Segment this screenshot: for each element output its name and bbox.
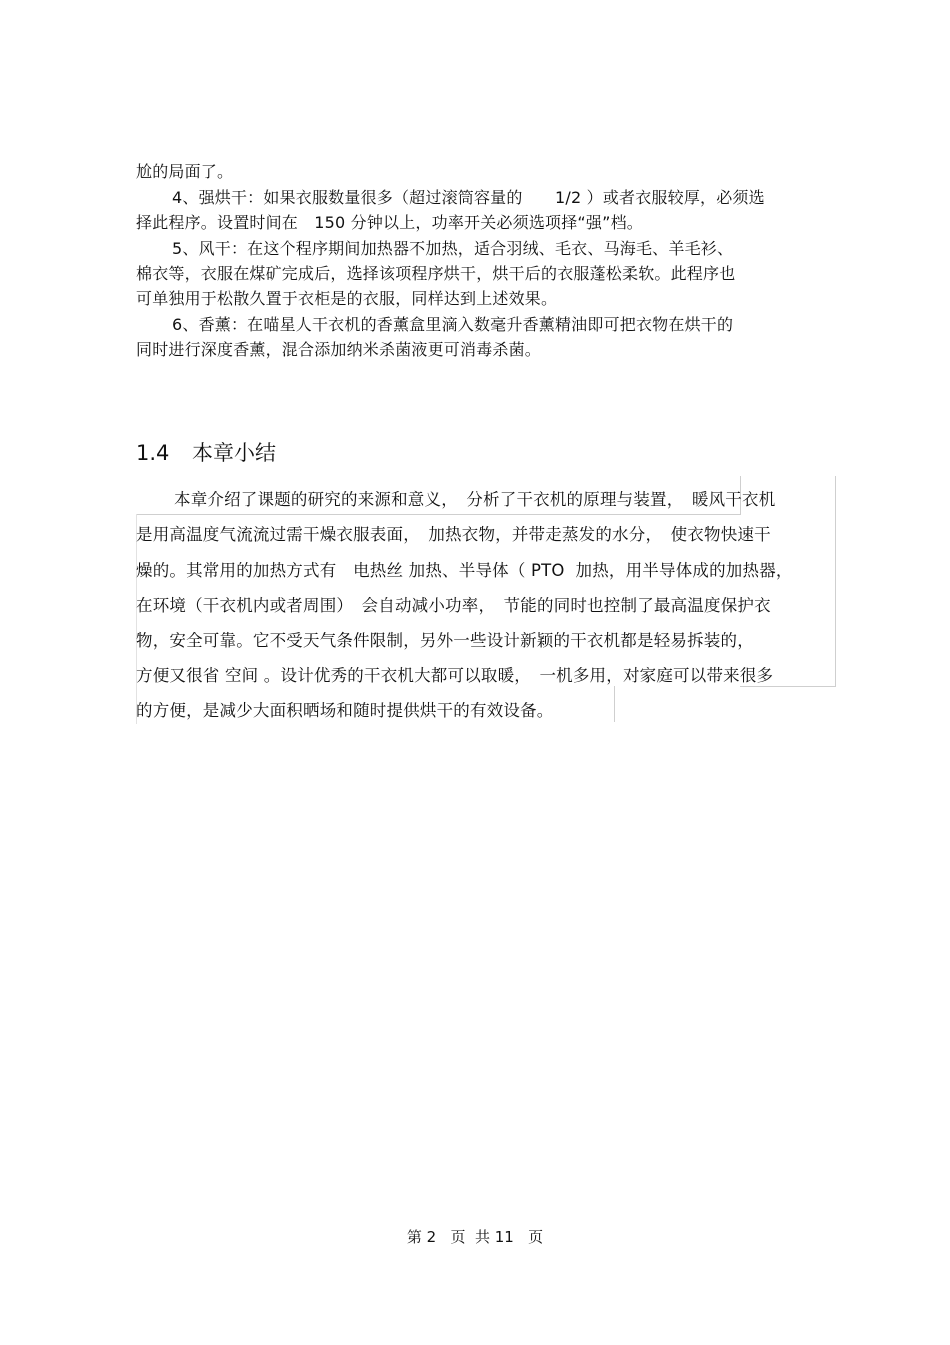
text-line: 棉衣等，衣服在煤矿完成后，选择该项程序烘干，烘干后的衣服蓬松柔软。此程序也 (136, 264, 736, 283)
text-line: 可单独用于松散久置于衣柜是的衣服，同样达到上述效果。 (136, 289, 558, 308)
text-line: 5、风干：在这个程序期间加热器不加热，适合羽绒、毛衣、马海毛、羊毛衫、 (172, 239, 734, 258)
text-line: 本章介绍了课题的研究的来源和意义， 分析了干衣机的原理与装置， 暖风干衣机 (174, 490, 776, 509)
text-line: 是用高温度气流流过需干燥衣服表面， 加热衣物，并带走蒸发的水分， 使衣物快速干 (136, 525, 771, 544)
text-line: 择此程序。设置时间在 150 分钟以上，功率开关必须选项择“强”档。 (136, 213, 644, 232)
section-title: 本章小结 (192, 441, 276, 465)
text-frame-border (614, 686, 615, 722)
text-line: 同时进行深度香薰，混合添加纳米杀菌液更可消毒杀菌。 (136, 340, 542, 359)
text-line: 4、强烘干：如果衣服数量很多（超过滚筒容量的 1/2 ）或者衣服较厚，必须选 (172, 188, 765, 207)
page-footer: 第 2 页 共 11 页 (406, 1228, 544, 1246)
text-line: 方便又很省 空间 。设计优秀的干衣机大都可以取暖， 一机多用，对家庭可以带来很多 (136, 666, 774, 685)
section-number: 1.4 (136, 441, 170, 465)
text-line: 燥的。其常用的加热方式有 电热丝 加热、半导体（ PTO 加热，用半导体成的加热器， (136, 561, 793, 580)
text-line: 的方便，是减少大面积晒场和随时提供烘干的有效设备。 (136, 701, 554, 720)
text-line: 尬的局面了。 (136, 162, 234, 181)
text-line: 在环境（干衣机内或者周围） 会自动减小功率， 节能的同时也控制了最高温度保护衣 (136, 596, 771, 615)
text-line: 6、香薰：在喵星人干衣机的香薰盒里滴入数毫升香薰精油即可把衣物在烘干的 (172, 315, 734, 334)
section-heading (136, 438, 276, 468)
text-line: 物，安全可靠。它不受天气条件限制，另外一些设计新颖的干衣机都是轻易拆装的， (136, 631, 754, 650)
